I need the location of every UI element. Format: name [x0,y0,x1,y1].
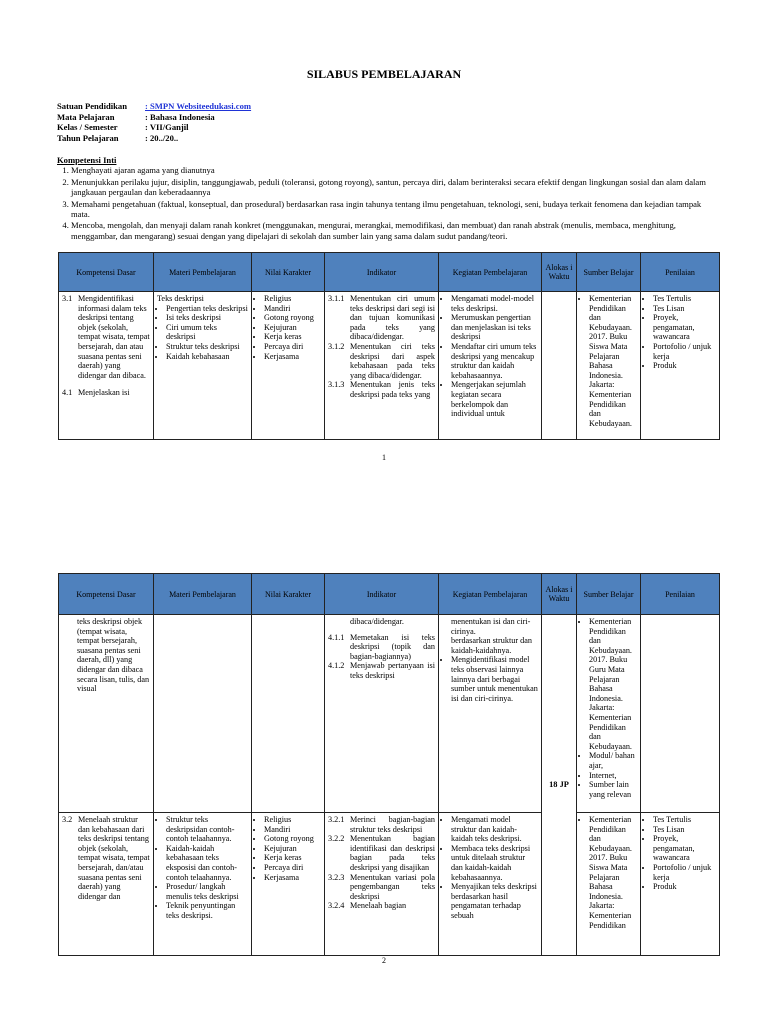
list-item: • Kejujuran [264,323,321,333]
kompetensi-inti-heading: Kompetensi Inti [57,155,117,165]
list-item: • Percaya diri [264,342,321,352]
list-item: • Mandiri [264,825,321,835]
page-number: 1 [382,453,386,462]
indikator-text: Menentukan bagian identifikasi dan deskripsi bagian pada teks deskripsi yang disajikan [350,834,435,872]
kompetensi-dasar-cell [59,615,154,813]
list-item: • Mengamati model-model teks deskripsi. [451,294,538,313]
list-item: • Proyek, pengamatan, wawancara [653,834,716,863]
alokasi-cell: 18 JP [542,615,577,956]
list-item: • Gotong royong [264,834,321,844]
nilai-karakter-cell [252,292,325,440]
kompetensi-inti [57,155,717,242]
header-sumber-belajar: Sumber Belajar [577,253,641,292]
info-label: Kelas / Semester [57,122,118,132]
list-item: • Religius [264,294,321,304]
kegiatan-list [442,655,538,703]
sumber-list [580,294,637,428]
list-item: • Kaidah-kaidah kebahasaan teks eksposisi dan contoh-contoh telaahannya. [166,844,248,882]
penilaian-cell [641,292,720,440]
kompetensi-inti-item: 3. Memahami pengetahuan (faktual, konseptual, dan prosedural) berdasarkan rasa ingin tahunya tentang ilmu pengetahuan, teknologi, seni, budaya terkait fenomena dan kejadian tampak mata. [71,199,717,220]
indikator-number: 4.1.1 [328,632,345,642]
info-value: : Bahasa Indonesia [145,111,215,122]
table-header-row [59,253,720,292]
list-item: • Isi teks deskripsi [166,313,248,323]
syllabus-table-page-2 [58,573,720,956]
indikator-number: 3.2.3 [328,872,345,882]
list-item: • Tes Lisan [653,304,716,314]
list-item: • Proyek, pengamatan, wawancara [653,313,716,342]
list-item: • Gotong royong [264,313,321,323]
kd-number: 4.1 [62,388,73,398]
indikator-number: 3.1.1 [328,294,345,303]
penilaian-cell [641,615,720,813]
materi-list [157,815,248,921]
page-1 [0,0,768,480]
info-row [57,101,251,112]
indikator-entry [328,901,435,911]
indikator-entry [328,661,435,680]
kd-text: Menelaah struktur dan kebahasaan dari teks deskripsi tentang objek (sekolah, tempat wisata, tempat bersejarah, dan/atau suasana pentas seni daerah) yang didengar dan [78,815,150,901]
table-row [59,292,720,440]
kd-entry [62,294,150,380]
list-item: • Produk [653,882,716,892]
list-item: • Kerja keras [264,853,321,863]
list-item: • Prosedur/ langkah menulis teks deskripsi [166,882,248,901]
info-label: Mata Pelajaran [57,111,115,122]
kegiatan-cell [439,813,542,956]
list-item: • Membaca teks deskripsi untuk ditelaah struktur dan kaidah-kaidah kebahasaannya. [451,844,538,882]
nilai-karakter-cell [252,813,325,956]
header-kompetensi-dasar: Kompetensi Dasar [59,574,154,615]
indikator-cell [325,292,439,440]
penilaian-list [644,815,716,892]
indikator-cell [325,813,439,956]
list-item: • Kementerian Pendidikan dan Kebudayaan. 2017. Buku Siswa Mata Pelajaran Bahasa Indonesia. Jakarta: Kementerian Pendidikan dan Kebudayaan. [589,294,637,428]
indikator-number: 3.2.1 [328,815,345,824]
header-sumber-belajar: Sumber Belajar [577,574,641,615]
list-item: • Struktur teks deskripsi [166,342,248,352]
list-item: • Kerjasama [264,873,321,883]
list-item: • Produk [653,361,716,371]
header-alokasi-waktu: Alokas i Waktu [542,574,577,615]
indikator-entry [328,815,435,834]
header-penilaian: Penilaian [641,253,720,292]
list-item: • Kejujuran [264,844,321,854]
indikator-entry [328,294,435,342]
sumber-cell [577,292,641,440]
info-label: Tahun Pelajaran [57,132,119,143]
indikator-entry [328,633,435,662]
materi-heading: Teks deskripsi [157,294,204,303]
indikator-text: Menentukan variasi pola pengembangan teks deskripsi [350,872,435,901]
list-item: • Sumber lain yang relevan [589,780,637,799]
header-alokasi-waktu: Alokas i Waktu [542,253,577,292]
indikator-entry [328,873,435,902]
indikator-text: Menentukan ciri teks deskripsi dari aspek kebahasaan pada teks yang dibaca/didengar. [350,341,435,380]
table-row [59,813,720,956]
info-label: Satuan Pendidikan [57,101,127,111]
list-item: • Tes Tertulis [653,815,716,825]
list-item: • Tes Tertulis [653,294,716,304]
materi-cell [154,615,252,813]
indikator-entry [328,380,435,399]
alokasi-cell [542,292,577,440]
list-item: • Pengertian teks deskripsi [166,304,248,314]
header-nilai-karakter: Nilai Karakter [252,253,325,292]
kd-number: 3.1 [62,294,73,303]
list-item: • Portofolio / unjuk kerja [653,342,716,361]
kompetensi-inti-item: 2. Menunjukkan perilaku jujur, disiplin, tanggungjawab, peduli (toleransi, gotong royong), santun, percaya diri, dalam berinteraksi secara efektif dengan lingkungan sosial dan alam dalam jangkauan pergaulan dan keberadaannya [71,177,717,198]
indikator-number: 3.2.2 [328,834,345,844]
sumber-list [580,815,637,930]
header-indikator: Indikator [325,574,439,615]
list-item: • Teknik penyuntingan teks deskripsi. [166,901,248,920]
header-kegiatan: Kegiatan Pembelajaran [439,574,542,615]
list-item: • Mendaftar ciri umum teks deskripsi yang mencakup struktur dan kaidah kebahasaannya. [451,342,538,380]
list-item: • Kementerian Pendidikan dan Kebudayaan. 2017. Buku Guru Mata Pelajaran Bahasa Indonesia. Jakarta: Kementerian Pendidikan dan Kebudayaan. [589,617,637,751]
kegiatan-cell [439,615,542,813]
list-item: • Struktur teks deskripsidan contoh-contoh telaahannya. [166,815,248,844]
list-item: • Religius [264,815,321,825]
list-item: • Mengamati model struktur dan kaidah-kaidah teks deskripsi. [451,815,538,844]
nilai-list [255,815,321,882]
list-item: • Kaidah kebahasaan [166,352,248,362]
indikator-number: 3.1.3 [328,380,345,390]
school-link[interactable]: : SMPN Websiteedukasi.com [145,101,252,111]
list-item: • Kementerian Pendidikan dan Kebudayaan. 2017. Buku Siswa Mata Pelajaran Bahasa Indonesia. Jakarta: Kementerian Pendidikan [589,815,637,930]
kd-text: Mengidentifikasi informasi dalam teks deskripsi tentang objek (sekolah, tempat wisata, tempat bersejarah, dan atau suasana pentas seni daerah) yang didengar dan dibaca. [78,294,150,380]
indikator-cell [325,615,439,813]
header-penilaian: Penilaian [641,574,720,615]
header-materi: Materi Pembelajaran [154,253,252,292]
indikator-number: 4.1.2 [328,661,345,671]
nilai-list [255,294,321,361]
kegiatan-list [442,815,538,921]
list-item: • Modul/ bahan ajar, [589,751,637,770]
document-title: SILABUS PEMBELAJARAN [306,67,462,81]
indikator-text: Menjawab pertanyaan isi teks deskripsi [350,661,435,680]
page-2 [0,540,768,1024]
materi-list [157,304,248,362]
kompetensi-inti-item: 4. Mencoba, mengolah, dan menyaji dalam ranah konkret (menggunakan, mengurai, merangkai, memodifikasi, dan membuat) dan ranah abstrak (menulis, membaca, menghitung, menggambar, dan mengarang) sesuai dengan yang dipelajari di sekolah dan sumber lain yang sama dalam sudut pandang/teori. [71,220,717,241]
list-item: • Ciri umum teks deskripsi [166,323,248,342]
info-value: : VII/Ganjil [145,122,189,132]
penilaian-cell [641,813,720,956]
list-item: • Merumuskan pengertian dan menjelaskan isi teks deskripsi [451,313,538,342]
kompetensi-dasar-cell [59,292,154,440]
kegiatan-list [442,294,538,419]
list-item: • Menyajikan teks deskripsi berdasarkan hasil pengamatan terhadap sebuah [451,882,538,920]
indikator-text: Menentukan ciri umum teks deskripsi dari segi isi dan tujuan komunikasi pada teks yang dibaca/didengar. [350,294,435,342]
identity-block [57,101,251,143]
list-item: • Internet, [589,771,637,781]
list-item: • Mengidentifikasi model teks observasi lainnya lainnya dari berbagai sumber untuk menentukan isi dan ciri-cirinya. [451,655,538,703]
indikator-text: Menelaah bagian [350,901,407,911]
list-item: • Tes Lisan [653,825,716,835]
list-item: • Mengerjakan sejumlah kegiatan secara berkelompok dan individual untuk [451,380,538,418]
list-item: • Kerjasama [264,352,321,362]
kegiatan-text: menentukan isi dan ciri-cirinya. [451,617,531,636]
header-nilai-karakter: Nilai Karakter [252,574,325,615]
indikator-number: 3.1.2 [328,341,345,351]
indikator-text: dibaca/didengar. [350,617,404,626]
kompetensi-inti-list [57,165,717,241]
table-header-row [59,574,720,615]
indikator-text: Memetakan isi teks deskripsi (topik dan bagian-bagiannya) [350,632,435,661]
list-item: • Percaya diri [264,863,321,873]
sumber-list [580,617,637,799]
indikator-entry [328,834,435,872]
header-kegiatan: Kegiatan Pembelajaran [439,253,542,292]
kd-entry [62,815,150,901]
indikator-number: 3.2.4 [328,901,345,911]
list-item: • Kerja keras [264,332,321,342]
penilaian-list [644,294,716,371]
header-materi: Materi Pembelajaran [154,574,252,615]
table-row [59,615,720,813]
sumber-cell [577,615,641,813]
indikator-entry [328,342,435,380]
info-value: : 20../20.. [145,132,179,143]
syllabus-table-page-1 [58,252,720,440]
header-kompetensi-dasar: Kompetensi Dasar [59,253,154,292]
sumber-cell [577,813,641,956]
page-number: 2 [382,956,386,965]
info-row [57,133,251,144]
kd-number: 3.2 [62,815,73,824]
kd-text: Menjelaskan isi [78,388,130,398]
kegiatan-text: berdasarkan struktur dan kaidah-kaidahnya. [451,636,532,655]
kompetensi-dasar-cell [59,813,154,956]
info-row [57,122,251,133]
kegiatan-cell [439,292,542,440]
nilai-karakter-cell [252,615,325,813]
materi-cell [154,813,252,956]
kd-text: teks deskripsi objek (tempat wisata, tempat bersejarah, suasana pentas seni daerah, dll) yang didengar dan dibaca secara lisan, tulis, dan visual [77,617,150,694]
info-row [57,112,251,123]
list-item: • Portofolio / unjuk kerja [653,863,716,882]
indikator-text: Menentukan jenis teks deskripsi pada teks yang [350,380,435,399]
materi-cell [154,292,252,440]
list-item: • Mandiri [264,304,321,314]
kompetensi-inti-item: 1. Menghayati ajaran agama yang dianutnya [71,165,717,175]
kd-entry [62,388,150,398]
indikator-text: Merinci bagian-bagian struktur teks deskripsi [350,815,435,834]
header-indikator: Indikator [325,253,439,292]
